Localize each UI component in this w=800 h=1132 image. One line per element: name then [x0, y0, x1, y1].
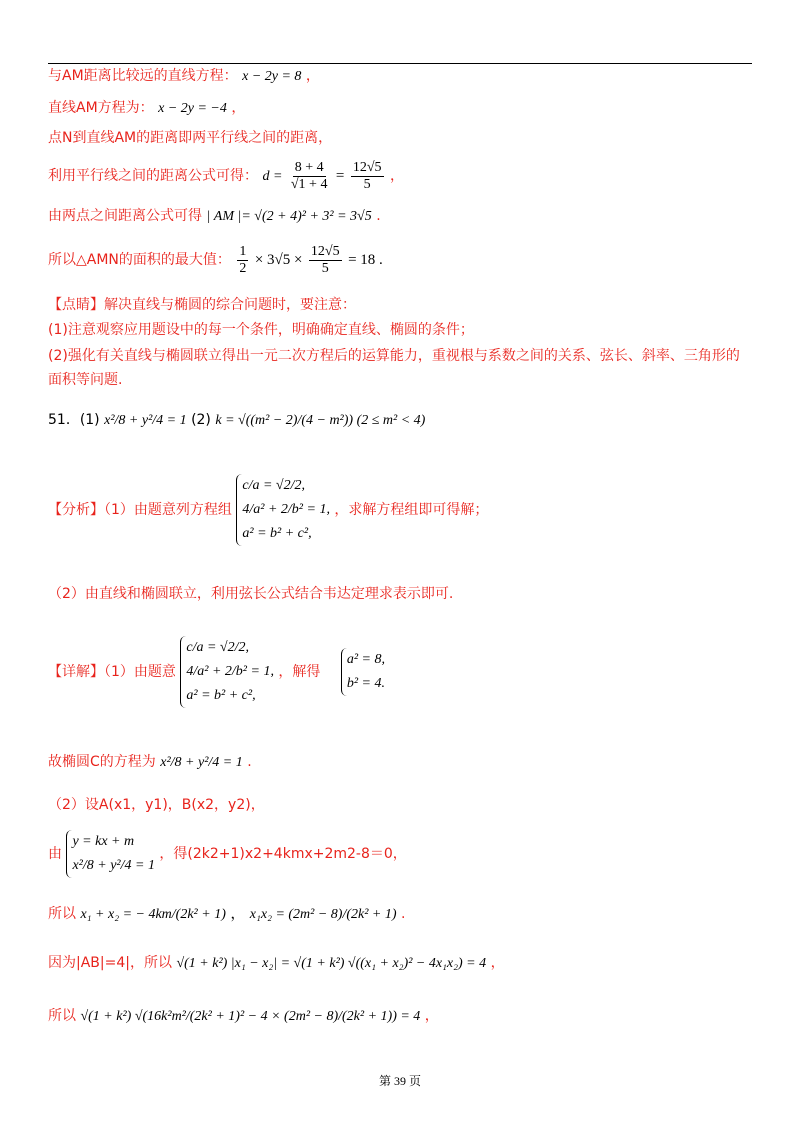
equals: =	[335, 168, 345, 184]
result: = 18 .	[348, 252, 383, 268]
text: ，求解方程组即可得解；	[334, 502, 489, 518]
denominator: 2	[239, 260, 247, 276]
equation-system	[66, 830, 155, 878]
text: (2)强化有关直线与椭圆联立得出一元二次方程后的运算能力，重视根与系数之间的关系、弦长、斜率、三角形的	[48, 348, 740, 364]
equation: | AM |= √(2 + 4)² + 3² = 3√5	[206, 209, 372, 224]
text: 利用平行线之间的距离公式可得：	[48, 168, 258, 184]
answer-1: x²/8 + y²/4 = 1	[104, 413, 187, 428]
equation-system	[180, 636, 274, 708]
numerator: 1	[239, 243, 247, 259]
equation: x − 2y = −4	[158, 101, 227, 116]
header-rule	[48, 63, 752, 64]
text: 所以△AMN的面积的最大值：	[48, 252, 231, 268]
text: 点N到直线AM的距离即两平行线之间的距离，	[48, 130, 333, 146]
line-9	[48, 346, 740, 366]
equation-product: x₁x₂ = (2m² − 8)/(2k² + 1)	[249, 907, 397, 922]
line-10	[48, 370, 122, 390]
part-label: (2)	[191, 412, 211, 428]
fraction	[351, 160, 384, 193]
text: ，解得	[278, 664, 321, 680]
line-15	[48, 752, 252, 773]
line-4	[48, 156, 404, 197]
text: 【点睛】解决直线与椭圆的综合问题时，要注意：	[48, 297, 356, 313]
answer-2: k = √((m² − 2)/(4 − m²)) (2 ≤ m² < 4)	[215, 413, 426, 428]
text: 直线AM方程为：	[48, 100, 154, 116]
text: 【分析】（1）由题意列方程组	[48, 502, 232, 518]
line-5	[48, 206, 381, 227]
line-16	[48, 795, 265, 815]
system-row: a² = 8,	[346, 652, 386, 667]
system-row: a² = b² + c²,	[242, 526, 312, 541]
text: （2）由直线和椭圆联立，利用弦长公式结合韦达定理求表示即可.	[48, 586, 454, 602]
text: 故椭圆C的方程为	[48, 754, 156, 770]
equation-sum: x₁ + x₂ = − 4km/(2k² + 1)	[80, 907, 226, 922]
line-14	[48, 612, 385, 732]
solution-system	[341, 648, 385, 696]
page-number: 第 39 页	[378, 1074, 421, 1088]
punct: ，	[305, 68, 320, 84]
punct: ，	[389, 168, 404, 184]
text: （2）设A(x1，y1)，B(x2，y2)，	[48, 797, 265, 813]
line-13	[48, 584, 453, 604]
punct: ，	[490, 955, 505, 971]
text: 由	[48, 846, 62, 862]
equation: x − 2y = 8	[242, 69, 302, 84]
line-17	[48, 822, 407, 886]
equation: √(1 + k²) |x₁ − x₂| = √(1 + k²) √((x₁ + x₂)² − 4x₁x₂) = 4	[176, 956, 487, 971]
system-row: a² = b² + c²,	[186, 688, 256, 703]
denominator: 5	[363, 176, 371, 192]
line-1	[48, 66, 320, 87]
punct: .	[376, 208, 381, 224]
system-row: 4/a² + 2/b² = 1,	[242, 502, 330, 517]
text: 因为|AB|=4|，所以	[48, 955, 172, 971]
equation: x²/8 + y²/4 = 1	[160, 755, 243, 770]
equation-system	[236, 474, 330, 546]
text: 【详解】（1）由题意	[48, 664, 176, 680]
system-row: y = kx + m	[72, 834, 135, 849]
punct: .	[401, 906, 406, 922]
punct: .	[247, 754, 252, 770]
denominator: √1 + 4	[290, 176, 328, 192]
fraction	[289, 160, 330, 193]
system-row: b² = 4.	[346, 676, 386, 691]
system-row: c/a = √2/2,	[242, 478, 305, 493]
line-8	[48, 320, 474, 340]
product: × 3√5 ×	[254, 252, 303, 268]
text: 由两点之间距离公式可得	[48, 208, 202, 224]
system-row: c/a = √2/2,	[186, 640, 249, 655]
text: 所以	[48, 906, 76, 922]
line-6	[48, 240, 383, 280]
system-row: 4/a² + 2/b² = 1,	[186, 664, 274, 679]
system-row: x²/8 + y²/4 = 1	[72, 858, 155, 873]
text: 所以	[48, 1008, 76, 1024]
text: 面积等问题.	[48, 372, 123, 388]
question-number: 51．(1)	[48, 412, 100, 428]
line-20	[48, 1006, 439, 1027]
punct: ，	[424, 1008, 439, 1024]
line-18: 所以 x₁ + x₂ = − 4km/(2k² + 1) ， x₁x₂ = (2m² − 8)/(2k² + 1) .	[48, 906, 406, 922]
line-7	[48, 295, 356, 315]
text: 与AM距离比较远的直线方程：	[48, 68, 238, 84]
line-12	[48, 455, 488, 565]
line-11	[48, 402, 425, 439]
denominator: 5	[321, 260, 329, 276]
numerator: 12√5	[310, 243, 340, 259]
equation: √(1 + k²) √(16k²m²/(2k² + 1)² − 4 × (2m² − 8)/(2k² + 1)) = 4	[80, 1009, 421, 1024]
text: ，得(2k2+1)x2+4kmx+2m2-8＝0，	[159, 846, 407, 862]
fraction	[237, 244, 248, 277]
fraction	[309, 244, 342, 277]
numerator: 12√5	[352, 159, 382, 175]
line-2	[48, 98, 245, 119]
line-3	[48, 128, 332, 148]
numerator: 8 + 4	[294, 159, 324, 175]
punct: ，	[231, 100, 246, 116]
line-19	[48, 953, 505, 974]
text: (1)注意观察应用题设中的每一个条件，明确确定直线、椭圆的条件；	[48, 322, 474, 338]
equation-lhs: d =	[262, 169, 283, 184]
